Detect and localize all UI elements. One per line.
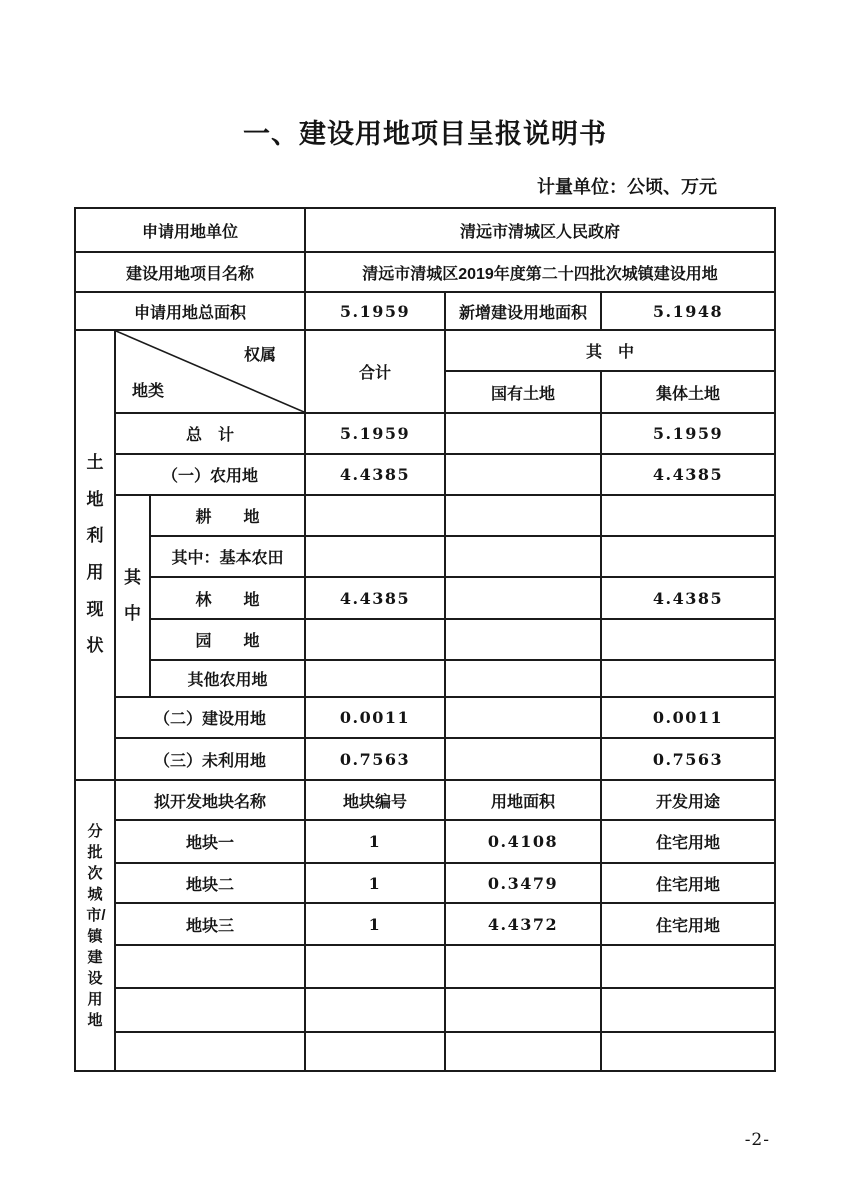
parcel-code-cell: 1 xyxy=(305,863,445,903)
parcel-name-cell: 地块一 xyxy=(115,820,305,863)
land-use-total-cell: 5.1959 xyxy=(305,413,445,454)
diagonal-landtype-label: 地类 xyxy=(131,383,164,400)
land-use-collective-cell xyxy=(601,660,775,697)
col-header-state-land: 国有土地 xyxy=(445,371,601,413)
land-use-row-label: （一）农用地 xyxy=(115,454,305,495)
land-use-total-cell xyxy=(305,619,445,660)
land-use-section-label: 土地利用现状 xyxy=(86,453,104,656)
project-name-value-cell: 清远市清城区2019年度第二十四批次城镇建设用地 xyxy=(305,252,775,292)
parcel-use-cell xyxy=(601,1032,775,1071)
measurement-unit-note: 计量单位：公顷、万元 xyxy=(537,177,717,197)
parcel-code-cell xyxy=(305,1032,445,1071)
land-use-collective-cell: 5.1959 xyxy=(601,413,775,454)
parcel-name-cell xyxy=(115,1032,305,1071)
table-row xyxy=(75,1032,775,1071)
land-use-collective-cell: 4.4385 xyxy=(601,454,775,495)
page-number: -2- xyxy=(744,1130,770,1150)
table-row xyxy=(75,577,775,619)
parcel-area-cell xyxy=(445,1032,601,1071)
land-use-collective-cell: 0.7563 xyxy=(601,738,775,780)
land-use-state-cell xyxy=(445,413,601,454)
land-use-row-label: 园 地 xyxy=(150,619,305,660)
total-area-label-cell: 申请用地总面积 xyxy=(75,292,305,330)
parcel-use-cell: 住宅用地 xyxy=(601,903,775,945)
diagonal-header-cell xyxy=(115,330,305,413)
table-row xyxy=(75,903,775,945)
diagonal-ownership-label: 权属 xyxy=(243,347,276,364)
table-row xyxy=(75,988,775,1032)
parcel-use-cell xyxy=(601,945,775,988)
land-use-total-cell: 0.0011 xyxy=(305,697,445,738)
parcel-area-cell: 0.4108 xyxy=(445,820,601,863)
project-name-label-cell: 建设用地项目名称 xyxy=(75,252,305,292)
parcel-name-cell xyxy=(115,988,305,1032)
parcel-use-cell: 住宅用地 xyxy=(601,863,775,903)
parcel-use-cell xyxy=(601,988,775,1032)
land-use-state-cell xyxy=(445,454,601,495)
table-row xyxy=(75,820,775,863)
land-use-state-cell xyxy=(445,619,601,660)
land-use-total-cell xyxy=(305,536,445,577)
land-use-state-cell xyxy=(445,495,601,536)
land-use-total-cell xyxy=(305,660,445,697)
col-header-among: 其 中 xyxy=(445,330,775,371)
land-report-table xyxy=(74,207,776,1072)
land-use-row-label: 总 计 xyxy=(115,413,305,454)
land-use-total-cell: 4.4385 xyxy=(305,577,445,619)
parcels-section-label: 分批次城市/镇建设用地 xyxy=(86,822,106,1029)
table-row xyxy=(75,697,775,738)
parcel-area-cell: 4.4372 xyxy=(445,903,601,945)
land-use-state-cell xyxy=(445,660,601,697)
col-header-total: 合计 xyxy=(305,330,445,413)
parcel-area-cell: 0.3479 xyxy=(445,863,601,903)
parcel-area-cell xyxy=(445,945,601,988)
table-row xyxy=(75,738,775,780)
table-row xyxy=(75,619,775,660)
land-use-row-label: 耕 地 xyxy=(150,495,305,536)
parcel-code-cell xyxy=(305,945,445,988)
land-use-row-label: 其中：基本农田 xyxy=(150,536,305,577)
total-area-value-cell: 5.1959 xyxy=(305,292,445,330)
land-use-state-cell xyxy=(445,738,601,780)
new-area-value-cell: 5.1948 xyxy=(601,292,775,330)
table-row xyxy=(75,945,775,988)
parcels-col-header-name: 拟开发地块名称 xyxy=(115,780,305,820)
table-row xyxy=(75,454,775,495)
land-use-collective-cell: 4.4385 xyxy=(601,577,775,619)
parcel-name-cell: 地块二 xyxy=(115,863,305,903)
parcels-col-header-area: 用地面积 xyxy=(445,780,601,820)
land-use-row-label: （二）建设用地 xyxy=(115,697,305,738)
parcel-name-cell xyxy=(115,945,305,988)
applicant-label-cell: 申请用地单位 xyxy=(75,208,305,252)
land-use-state-cell xyxy=(445,536,601,577)
parcel-code-cell: 1 xyxy=(305,903,445,945)
col-header-collective-land: 集体土地 xyxy=(601,371,775,413)
parcel-use-cell: 住宅用地 xyxy=(601,820,775,863)
parcels-section-label-cell xyxy=(75,780,115,1071)
table-row xyxy=(75,495,775,536)
parcel-code-cell xyxy=(305,988,445,1032)
parcels-col-header-use: 开发用途 xyxy=(601,780,775,820)
land-use-total-cell: 0.7563 xyxy=(305,738,445,780)
land-use-state-cell xyxy=(445,577,601,619)
land-use-collective-cell xyxy=(601,619,775,660)
table-row xyxy=(75,660,775,697)
applicant-value-cell: 清远市清城区人民政府 xyxy=(305,208,775,252)
among-which-strip-cell xyxy=(115,495,150,697)
among-which-label: 其中 xyxy=(123,568,141,623)
page-title: 一、建设用地项目呈报说明书 xyxy=(243,119,607,149)
land-use-section-label-cell xyxy=(75,330,115,780)
land-use-collective-cell xyxy=(601,536,775,577)
parcel-code-cell: 1 xyxy=(305,820,445,863)
parcel-area-cell xyxy=(445,988,601,1032)
land-use-collective-cell: 0.0011 xyxy=(601,697,775,738)
land-use-row-label: （三）未利用地 xyxy=(115,738,305,780)
land-use-total-cell: 4.4385 xyxy=(305,454,445,495)
land-use-state-cell xyxy=(445,697,601,738)
land-use-collective-cell xyxy=(601,495,775,536)
land-use-total-cell xyxy=(305,495,445,536)
parcels-col-header-code: 地块编号 xyxy=(305,780,445,820)
land-use-row-label: 林 地 xyxy=(150,577,305,619)
table-row xyxy=(75,863,775,903)
parcel-name-cell: 地块三 xyxy=(115,903,305,945)
table-row xyxy=(75,413,775,454)
table-row xyxy=(75,536,775,577)
land-use-row-label: 其他农用地 xyxy=(150,660,305,697)
new-area-label-cell: 新增建设用地面积 xyxy=(445,292,601,330)
